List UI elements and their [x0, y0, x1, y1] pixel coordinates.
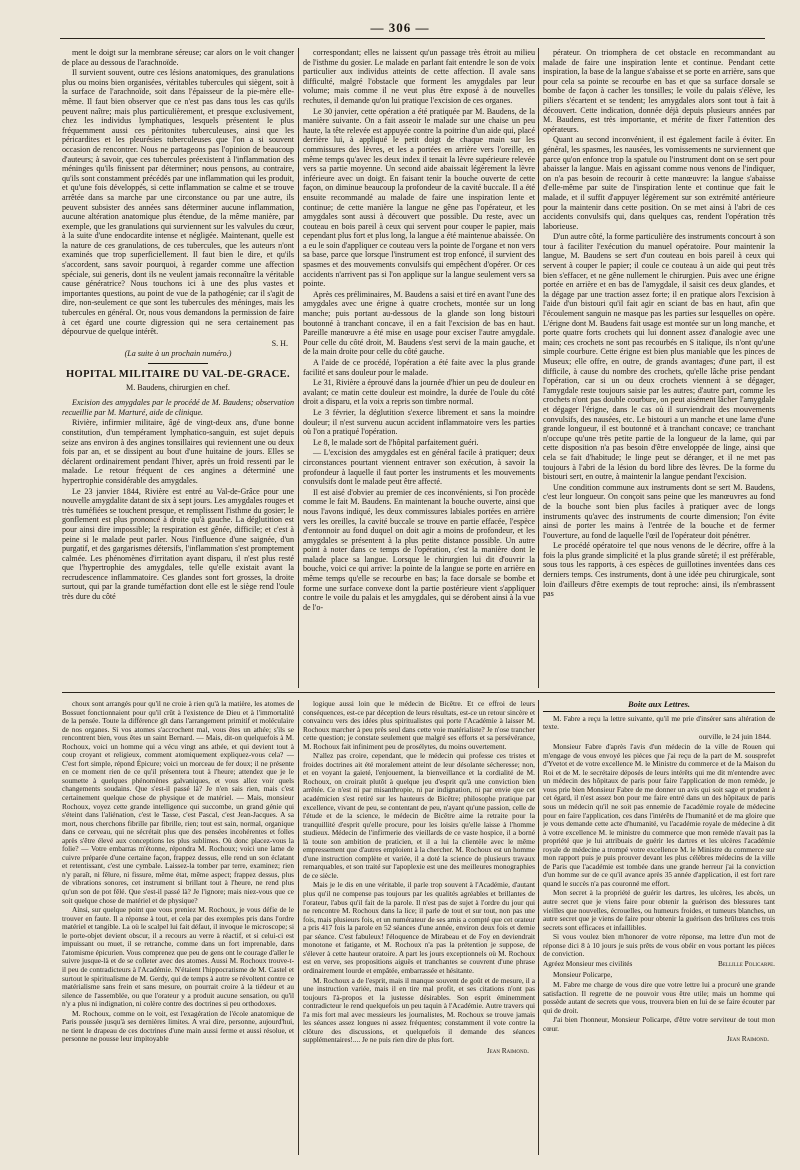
upper-column-2 — [303, 48, 535, 688]
feuilleton-divider — [62, 692, 775, 693]
paragraph: Monsieur Fabre d'après l'avis d'un médecin de la ville de Rouen qui m'engage de vous envoyé les pièces que j'ai reçu de la part de M. sousprefet d'Yvetot et de votre excellence M. le Ministre du commerce et de la Maison du Roi et de M. le secrétaire déposés de leurs intérêts qui me dit m'entendre avec un médecin des hôpitaux de paris pour faire l'application de mon remède, je vous prie bien Monsieur Fabre de me donner un avis qui soit sage et prudent à cet égard, il n'est assez bon pour me faire entré dans un des hôpitaux de paris sous un médecin qu'il ne soit pas ennemie de l'académie royale de médecine pour en faire l'application, ces dans l'intérêts de l'humanité et de ma gloire que je vous demande cette acte d'humanité, vu l'académie royale de médecine à dit à votre excellence M. le ministre du commerce que mon remède n'avait pas la propriété que je lui attribuais de guérir les dartres et les ulcères l'académie royale de médecine a trompé votre excellence M. le Ministre du commerce sur mon rapport puis je puis prouver devant les plus célèbres médecins de la ville de Paris que l'académie est tombée dans une grande herreur j'ai la conviction d'un homme sur de ce qu'il avance après 35 année d'application, il est fort rare quand le succès n'a pas couronné me effort. — [543, 742, 775, 888]
paragraph: Rivière, infirmier militaire, âgé de vingt-deux ans, d'une bonne constitution, d'un tempérament lymphatico-sanguin, est sujet depuis seize ans environ à des angines tonsillaires qui reviennent une ou deux fois par an, et se dissipent au bout d'une huitaine de jours. Elles se déclarent ordinairement pendant l'hiver, après un froid ressenti par le malade. Le retour fréquent de ces angines a déterminé une hypertrophie considérable des amygdales. — [62, 418, 294, 485]
letters-intro: M. Fabre a reçu la lettre suivante, qu'il me prie d'insérer sans altération de texte. — [543, 713, 775, 732]
paragraph: Si vous voulez bien m'honorer de votre réponse, ma lettre d'un mot de réponse dici 8 à 10 jours je suis prêts de vous obéir en vous portant les pièces de conviction. — [543, 932, 775, 959]
column-divider — [538, 700, 539, 1155]
signature: Bellille Policarpe. — [717, 958, 775, 968]
paragraph: D'un autre côté, la forme particulière des instruments concourt à son tour à faciliter l'exécution du manuel opératoire. Pour maintenir la langue, M. Baudens se sert d'un couteau en bois pareil à ceux qui servent à couper le papier; il coule ce couteau à un aide qui peut très bien s'effacer, et ne gêne nullement le chirurgien. Puis avec une érigne portée en arrière et en bas de l'amygdale, il saisit ces deux glandes, et la dégage par une traction assez forte; il en pratique alors l'excision à l'aide d'un bistouri qu'il fait agir en sciant de bas en haut, afin que l'écoulement sanguin ne masque pas les parties sur lesquelles on opère. L'érigne dont M. Baudens fait usage est montée sur un long manche, et porte quatre forts crochets qui lui donnent assez d'analogie avec une main; ces crochets ne sont pas recourbés en S italique, ils n'ont qu'une simple courbure. Cette érigne est bien plus maniable que les pinces de Museux; elle offre, en outre, de grands avantages; d'une part, il est difficile, à cause du nombre des crochets, qu'elle lâche prise pendant l'opération, car si un ou deux crochets viennent à se dégager, l'amygdale reste toujours saisie par les autres; d'autre part, comme les crochets n'ont pas double courbure, on peut aisément lâcher l'amygdale et dégager l'érigne, dans le cas où il surviendrait des mouvements convulsifs, des nausées, etc. Le bistouri a un manche et une lame d'une grande longueur, il est boutonné et à tranchant concave; ce tranchant n'occupe qu'une très petite partie de la longueur de la lame, qui par cette disposition n'a pas besoin d'être enveloppée de linge, ainsi que cela se fait d'habitude; le linge peut se déranger, et il ne met pas toujours à l'abri de la lésion du bord libre des lèvres. De la forme du bistouri sert, en outre, à maintenir la langue pendant l'excision. — [543, 232, 775, 482]
column-divider — [298, 48, 299, 688]
paragraph: Le procédé opératoire tel que nous venons de le décrire, offre à la fois la plus grande simplicité et la plus grande sûreté; il est préférable, sous tous les rapports, à ces espèces de guillotines inventées dans ces derniers temps. Ces instruments, dont à une idée peu chirurgicale, sont loin d'ailleurs d'être exempts de tout reproche: ainsi, ils n'embrassent pas — [543, 541, 775, 599]
section-lead: M. Baudens, chirurgien en chef. — [126, 382, 230, 392]
upper-column-1 — [62, 48, 294, 688]
paragraph: choux sont arrangés pour qu'il ne croie à rien qu'à la matière, les atomes de Bossuet fonctionnaient pour qu'il crût à l'existence de Dieu et à l'immortalité de la pensée. Toute la différence gît dans l'arrangement primitif et moléculaire de nos organes. Si vos atomes s'accrochent mal, vous êtes un athée; s'ils se rencontrent bien, vous êtes un saint Bernard. — Mais, dit-on quelquefois à M. Rochoux, voici un homme qui a vécu vingt ans athée, et qui devient tout à coup croyant et religieux, comment atomiquement expliquez-vous cela? — C'est fort simple, répond Épicure; voici un morceau de fer doux; il ne présente en ce moment rien de ce qu'il présentera tout à l'heure; attendez que je le soumette à quelques phénomènes galvaniques, et vous allez voir quels changements soudains. Que s'est-il passé là? Je n'en sais rien, mais c'est certainement quelque chose de physique et de matériel. — Mais, monsieur Rochoux, voyez cette grande intelligence qui succombe, un grand génie qui s'éteint dans l'aliénation, c'est le Tasse, c'est Pascal, c'est Jean-Jacques. A sa mort, nous cherchons fibrille par fibrille, rien; tout est sain, normal, organique dans ce cerveau, qui ne sécrétait plus que des pensées incohérentes et folles après s'être élevé aux conceptions les plus sublimes. Où donc placez-vous la folie? — Votre embarras m'étonne, répondra M. Rochoux; voici une lame de cuivre préparée d'une certaine façon, frappez dessus, elle rend un son éclatant et retentissant, c'est une cymbale. Laissez-la tomber par terre, examinez; rien n'y paraît, ni fêlure, ni fissure, même état, même aspect; frappez dessus, plus de vibrations sonores, cet instrument si brillant tout à l'heure, ne rend plus qu'un son de pot fêlé. Que s'est-il passé là? Je l'ignore; mais niez-vous que ce soit quelque chose de matériel et de physique? — [62, 700, 294, 905]
paragraph: Il est aisé d'obvier au premier de ces inconvénients, si l'on procède comme le fait M. Baudens. En maintenant la bouche ouverte, ainsi que nous l'avons indiqué, les deux commissures labiales portées en arrière vers les oreilles, la cavité buccale se trouve en partie effacée, l'espèce d'entonnoir au fond duquel on doit agir a moins de profondeur, et les amygdales se présentent à la plus petite distance possible. Un autre point à noter dans ce temps de l'opération, c'est la manière dont le malade place sa langue. Lorsque le chirurgien lui dit d'ouvrir la bouche, voici ce qui arrive: la pointe de la langue se porte en arrière en même temps qu'elle se recourbe en bas; la face dorsale se bombe et forme une surface convexe dont la partie postérieure vient s'appliquer contre le voile du palais et les amygdales, qui se dérobent ainsi à la vue de l'o- — [303, 487, 535, 612]
salutation: Agréez Monsieur mes civilités — [543, 958, 633, 968]
signature: Jean Raimond. — [486, 1045, 529, 1055]
paragraph: Monsieur Policarpe, — [553, 970, 613, 980]
paragraph: Mon secret à la propriété de guérir les dartres, les ulcères, les abcès, un autre secret que je viens faire pour obtenir la guérison des blessures tant vieilles que nouvelles, écrouelles, ou humeurs froides, et tumeurs blanches, un autre secret que je viens de faire pour obtenir la guérison des brûlures ces trois secrets sont efficaces et infaillibles. — [543, 888, 775, 932]
paragraph: Ainsi, sur quelque point que vous preniez M. Rochoux, je vous défie de le trouver en faute. Il a réponse à tout, et cela par des exemples pris dans l'ordre matériel et tangible. La où le scalpel lui fait défaut, il invoque le microscope; si le porte-objet devient obscur, il a recours au verre à réactif, et si celui-ci est impuissant ou muet, il se retranche, comme dans un fort imprenable, dans l'atomisme épicurien. Vous comprenez que peu de gens ont le courage d'aller le suivre jusque-là et de se colleter avec des atomes. Aussi M. Rochoux trouve-t-il peu de contradicteurs à l'Académie. N'étaient l'hippocratisme de M. Castel et surtout le spiritualisme de M. Gerdy, qui de temps à autre se révoltent contre ce matérialisme sans frein et sans mesure, on pourrait croire à la tiédeur et au silence de l'assemblée, ou que l'orateur y a produit aucune sensation, ou qu'il n'y a plus ni indignation, ni colère contre des doctrines si peu orthodoxes. — [62, 905, 294, 1009]
paragraph: Le 30 janvier, cette opération a été pratiquée par M. Baudens, de la manière suivante. On a fait asseoir le malade sur une chaise un peu haute, la tête relevée est appuyée contre la poitrine d'un aide qui, placé derrière lui, à appliqué le petit doigt de chaque main sur les commissures des lèvres, et les a portées en arrière vers l'oreille, en même temps qu'avec les deux index il tenait la lèvre supérieure relevée vers sa partie moyenne. Un second aide abaissait légèrement la lèvre inférieure avec un doigt. En faisant tenir la bouche ouverte de cette façon, on diminue beaucoup la profondeur de la cavité buccale. Il a été ensuite recommandé au malade de faire une inspiration lente et continue; de cette manière la langue ne gêne pas l'opérateur, et les amygdales sont aussi à découvert que possible. Du reste, avec un couteau en bois pareil à ceux qui servent pour couper le papier, mais cependant plus fort et plus long, la langue a été maintenue abaissée. On a eu le soin d'appliquer ce couteau vers la pointe de l'organe et non vers sa base, parce que lorsque l'instrument est trop enfoncé, il survient des spasmes et des mouvements convulsifs qui empêchent d'opérer. Or ces accidents n'arrivent pas si l'on applique sur la langue seulement vers sa pointe. — [303, 106, 535, 289]
paragraph: Après ces préliminaires, M. Baudens a saisi et tiré en avant l'une des amygdales avec une érigne à quatre crochets, montée sur un long manche; puis portant au-dessous de la glande son long bistouri boutonné à tranchant concave, il en a fait l'excision de bas en haut. Pareille manœuvre a été mise en usage pour exciser l'autre amygdale. Pour celle du côté droit, M. Baudens s'est servi de la main gauche, et de la main droite pour celle du côté gauche. — [303, 289, 535, 357]
paragraph: M. Rochoux a de l'esprit, mais il manque souvent de goût et de mesure, il a une instruction variée, mais il en tire mal profit, et ses citations n'ont pas toujours l'à-propos et la justesse désirables. Son esprit éminemment contradicteur le rend quelquefois un peu taquin à l'Académie. Autre travers qui l'a mis fort mal avec messieurs les journalistes, M. Rochoux se trouve jamais les séances assez longues ni assez fréquentes; constamment il vote contre la clôture des discussions, et quelquefois il demande des séances supplémentaires!.... Je ne puis rien dire de plus fort. — [303, 975, 535, 1045]
paragraph: N'allez pas croire, cependant, que le médecin qui professe ces tristes et froides doctrines ait été moralement atteint de leur désolante sécheresse; non, et en voyant la gaieté, l'enjouement, la bienveillance et la cordialité de M. Rochoux, on croirait plutôt à quelque jeu d'esprit qu'à une conviction bien arrêtée. Ce n'est ni par misanthropie, ni par indignation, ni par envie que cet académicien s'est retiré sur les hauteurs de Bicêtre; philosophe pratique par excellence, vivant de peu, se contentant de peu, n'ayant qu'une passion, celle de l'étude et de la science, le médecin de Bicêtre aime la retraite pour la tranquillité d'esprit qu'elle procure, pour les loisirs qu'elle laisse à l'homme studieux. Médecin de l'infirmerie des vieillards de ce vaste hospice, il a borné là toute son ambition de praticien, et il a lui la clientèle avec le même empressement que d'autres emploient à la chercher. M. Rochoux est un homme d'une instruction complète et variée, il a doté la science de plusieurs travaux remarquables, et son traité sur l'apoplexie est une des meilleures monographies de ce siècle. — [303, 751, 535, 880]
page-number: — 306 — — [370, 20, 430, 35]
column-divider — [298, 700, 299, 1155]
section-title: HOPITAL MILITAIRE DU VAL-DE-GRACE. — [65, 369, 291, 380]
paragraph: correspondant; elles ne laissent qu'un passage très étroit au milieu de l'isthme du gosier. Le malade en parlant fait entendre le son de voix particulier aux individus atteints de cette affection. Il avale sans difficulté, malgré l'obstacle que forment les amygdales par leur volume; mais comme il ne veut plus être exposé à de nouvelles rechutes, il demande qu'on lui pratique l'excision de ces organes. — [303, 48, 535, 105]
paragraph: pérateur. On triomphera de cet obstacle en recommandant au malade de faire une inspiration lente et continue. Pendant cette inspiration, la base de la langue s'abaisse et se porte en arrière, sans que pour cela sa pointe se recourbe en bas et que sa surface dorsale se bombe de façon à cacher les tonsilles; le voile du palais s'élève, les piliers s'écartent et se tendent; les amygdales alors sont tout à fait à découvert. Cette indication, donnée déjà depuis plusieurs années par M. Baudens, est très importante, et mérite de fixer l'attention des opérateurs. — [543, 48, 775, 134]
paragraph: Une condition commune aux instruments dont se sert M. Baudens, c'est leur longueur. On conçoit sans peine que les manœuvres au fond de la bouche sont bien plus faciles à pratiquer avec de longs instruments qu'avec des instruments de courte dimension; l'on évite ainsi de porter les mains à l'entrée de la bouche et de fermer l'ouverture, au fond de laquelle l'œil de l'opérateur doit pénétrer. — [543, 482, 775, 540]
paragraph: Le 31, Rivière a éprouvé dans la journée d'hier un peu de douleur en avalant; ce matin cette douleur est moindre, la durée de l'oule du côté droit a disparu, et la voix a repris son timbre normal. — [303, 378, 535, 407]
signature: S. H. — [271, 338, 288, 348]
lower-column-3 — [543, 700, 775, 1155]
letter-dateline: ourville, le 24 juin 1844. — [698, 731, 771, 741]
paragraph: — L'excision des amygdales est en général facile à pratiquer; deux circonstances pourtant viennent entraver son exécution, à savoir la profondeur à laquelle il faut porter les instruments et les mouvements convulsifs dont le malade peut être affecté. — [303, 448, 535, 487]
lower-column-2 — [303, 700, 535, 1155]
letters-box-title: Boite aux Lettres. — [543, 700, 775, 712]
paragraph: M. Rochoux, comme on le voit, est l'exagération de l'école anatomique de Paris poussée jusqu'à ses dernières limites. A vrai dire, personne, aujourd'hui, ne tient le drapeau de ces doctrines d'une main aussi ferme et aussi résolue, et personne ne pousse leur impitoyable — [62, 1008, 294, 1044]
letter-closing — [543, 960, 775, 969]
paragraph: Le 3 février, la déglutition s'exerce librement et sans la moindre douleur; il n'est survenu aucun accident inflammatoire vers les parties où l'on a pratiqué l'opération. — [303, 407, 535, 437]
upper-column-3 — [543, 48, 775, 688]
paragraph: ment le doigt sur la membrane séreuse; car alors on le voit changer de place au dessous de l'arachnoïde. — [62, 48, 294, 67]
paragraph: M. Fabre me charge de vous dire que votre lettre lui a procuré une grande satisfaction. Il regrette de ne pouvoir vous être utile; mais un homme qui possède autant de secrets que vous, trouvera bien en lui de se faire écouter par qui de droit. — [543, 979, 775, 1015]
paragraph: logique aussi loin que le médecin de Bicêtre. Et ce effroi de leurs conséquences, est-ce par déception de leurs résultats, est-ce un retour sincère et convaincu vers des idées plus spiritualistes qui porte l'Académie à laisser M. Rochoux marcher à peu près seul dans cette voie matérialiste? Je n'ose trancher cette question; je constate seulement que malgré ses efforts et sa persévérance, M. Rochoux fait infiniment peu de prosélytes, du moins ouvertement. — [303, 700, 535, 751]
lower-column-1 — [62, 700, 294, 1155]
paragraph: Mais je le dis en une véritable, il parle trop souvent à l'Académie, d'autant plus qu'il ne compense pas toujours par les qualités agréables et brillantes de l'orateur, l'abus qu'il fait de la parole. Il n'est pas de sujet à l'ordre du jour qui ne rencontre M. Rochoux dans la lice; il parle de tout et sur tout, non pas une fois, mais plusieurs fois, et un numérateur de ses amis a compté que cet orateur a pris 417 fois la parole en 52 séances d'une année, environ deux fois et demie par séance. C'est fabuleux! l'éloquence de Mirabeau et de Foy en deviendrait monotone et fatigante, et M. Rochoux n'a pas la prétention je suppose, de s'élever à cette hauteur oratoire. A part les jours exceptionnels où M. Rochoux est en verve, ses propositions aiguës et tranchantes se couvrent d'une phrase ordinairement lourde et empâtée, embarrassée et hésitante. — [303, 880, 535, 975]
header-rule — [60, 38, 765, 39]
column-divider — [538, 48, 539, 688]
to-be-continued: (La suite à un prochain numéro.) — [124, 349, 232, 359]
page-header — [0, 16, 800, 40]
separator-rule — [148, 363, 208, 364]
paragraph: Le 8, le malade sort de l'hôpital parfaitement guéri. — [313, 437, 479, 447]
case-title: Excision des amygdales par le procédé de M. Baudens; observation recueillie par M. Marturé, aide de clinique. — [62, 398, 294, 417]
paragraph: Il survient souvent, outre ces lésions anatomiques, des granulations plus ou moins bien organisées, véritables tubercules qui siègent, soit à la surface de l'arachnoïde, soit dans l'épaisseur de la pie-mère elle-même. Il faut bien observer que ce n'est pas dans tous les cas qu'ils peuvent naître; mais plus particulièrement, et presque exclusivement, chez les individus lymphatiques, lesquels présentent le plus fréquemment aussi ces péritonites tuberculeuses, ainsi que les péricardites et les pleurésies tuberculeuses que l'on a si souvent occasion de rencontrer. Nous ne partageons pas l'opinion de beaucoup d'auteurs; à savoir, que ces tubercules préexistent à l'inflammation des méninges qu'ils finissent par déterminer; nous pensons, au contraire, qu'ils sont constamment précédés par une inflammation qui les produit, et qu'une fois développés, si cette inflammation se calme et se trouve arrêtée dans sa marche par une circonstance ou par une autre, ils peuvent subsister des années sans déterminer aucune inflammation, aucune altération anatomique plus étendue, de la même manière, par exemple, que les granulations qui surviennent sur les valvules du cœur, à la suite d'une endocardite intense et négligée. Maintenant, quelle est la nature de ces granulations, de ces tubercules, que les auteurs n'ont examinés que trop superficiellement. Il faut bien le dire, et qu'ils s'accordent, sans savoir pourquoi, à regarder comme une affection spéciale, sui generis, dont ils ne veulent jamais reconnaître la véritable cause génératrice? Nous touchons ici à une des plus vastes et importantes questions, au point de vue de la pathogénie; car il s'agit de dire, non-seulement ce que sont les tubercules des méninges, mais les tubercules en général. Or, nous vous demandons la permission de faire à cet égard une courte digression qui ne sera certainement pas dépourvue de quelque intérêt. — [62, 68, 294, 337]
signature: Jean Raimond. — [726, 1034, 769, 1044]
paragraph: A l'aide de ce procédé, l'opération a été faite avec la plus grande facilité et sans douleur pour le malade. — [303, 358, 535, 377]
paragraph: Quant au second inconvénient, il est également facile à éviter. En général, les spasmes, les nausées, les vomissements ne surviennent que parce qu'on enfonce trop la spatule ou l'instrument dont on se sert pour abaisser la langue. Mais en agissant comme nous venons de l'indiquer, on n'a pas besoin de recourir à cette manœuvre: la langue s'abaisse d'elle-même par suite de l'inspiration lente et continue que fait le malade, et il suffit d'appuyer légèrement sur son extrémité antérieure pour la maintenir dans cette position. On se met ainsi à l'abri de ces accidents convulsifs qui, dans quelques cas, rendent l'opération très laborieuse. — [543, 135, 775, 231]
paragraph: J'ai bien l'honneur, Monsieur Policarpe, d'être votre serviteur de tout mon cœur. — [543, 1015, 775, 1033]
paragraph: Le 23 janvier 1844, Rivière est entré au Val-de-Grâce pour une nouvelle amygdalite datant de six à sept jours. Les amygdales rouges et très tuméfiées se touchent presque, et remplissent l'isthme du gosier; le gonflement est plus prononcé à droite qu'à gauche. La déglutition est pour ainsi dire impossible; la respiration est gênée, difficile; et c'est à peine si le malade peut parler. Nous l'influence d'une saignée, d'un purgatif, et des gargarismes détersifs, l'inflammation s'est promptement calmée. Les phénomènes d'irritation ayant disparu, il n'est plus resté que l'hypertrophie des amygdales, telle qu'elle existait avant la recrudescence inflammatoire. Ces glandes sont fort grosses, la droite surtout, qui par la grande tuméfaction dont elle est le siège rend l'oule très dure du côté — [62, 486, 294, 602]
